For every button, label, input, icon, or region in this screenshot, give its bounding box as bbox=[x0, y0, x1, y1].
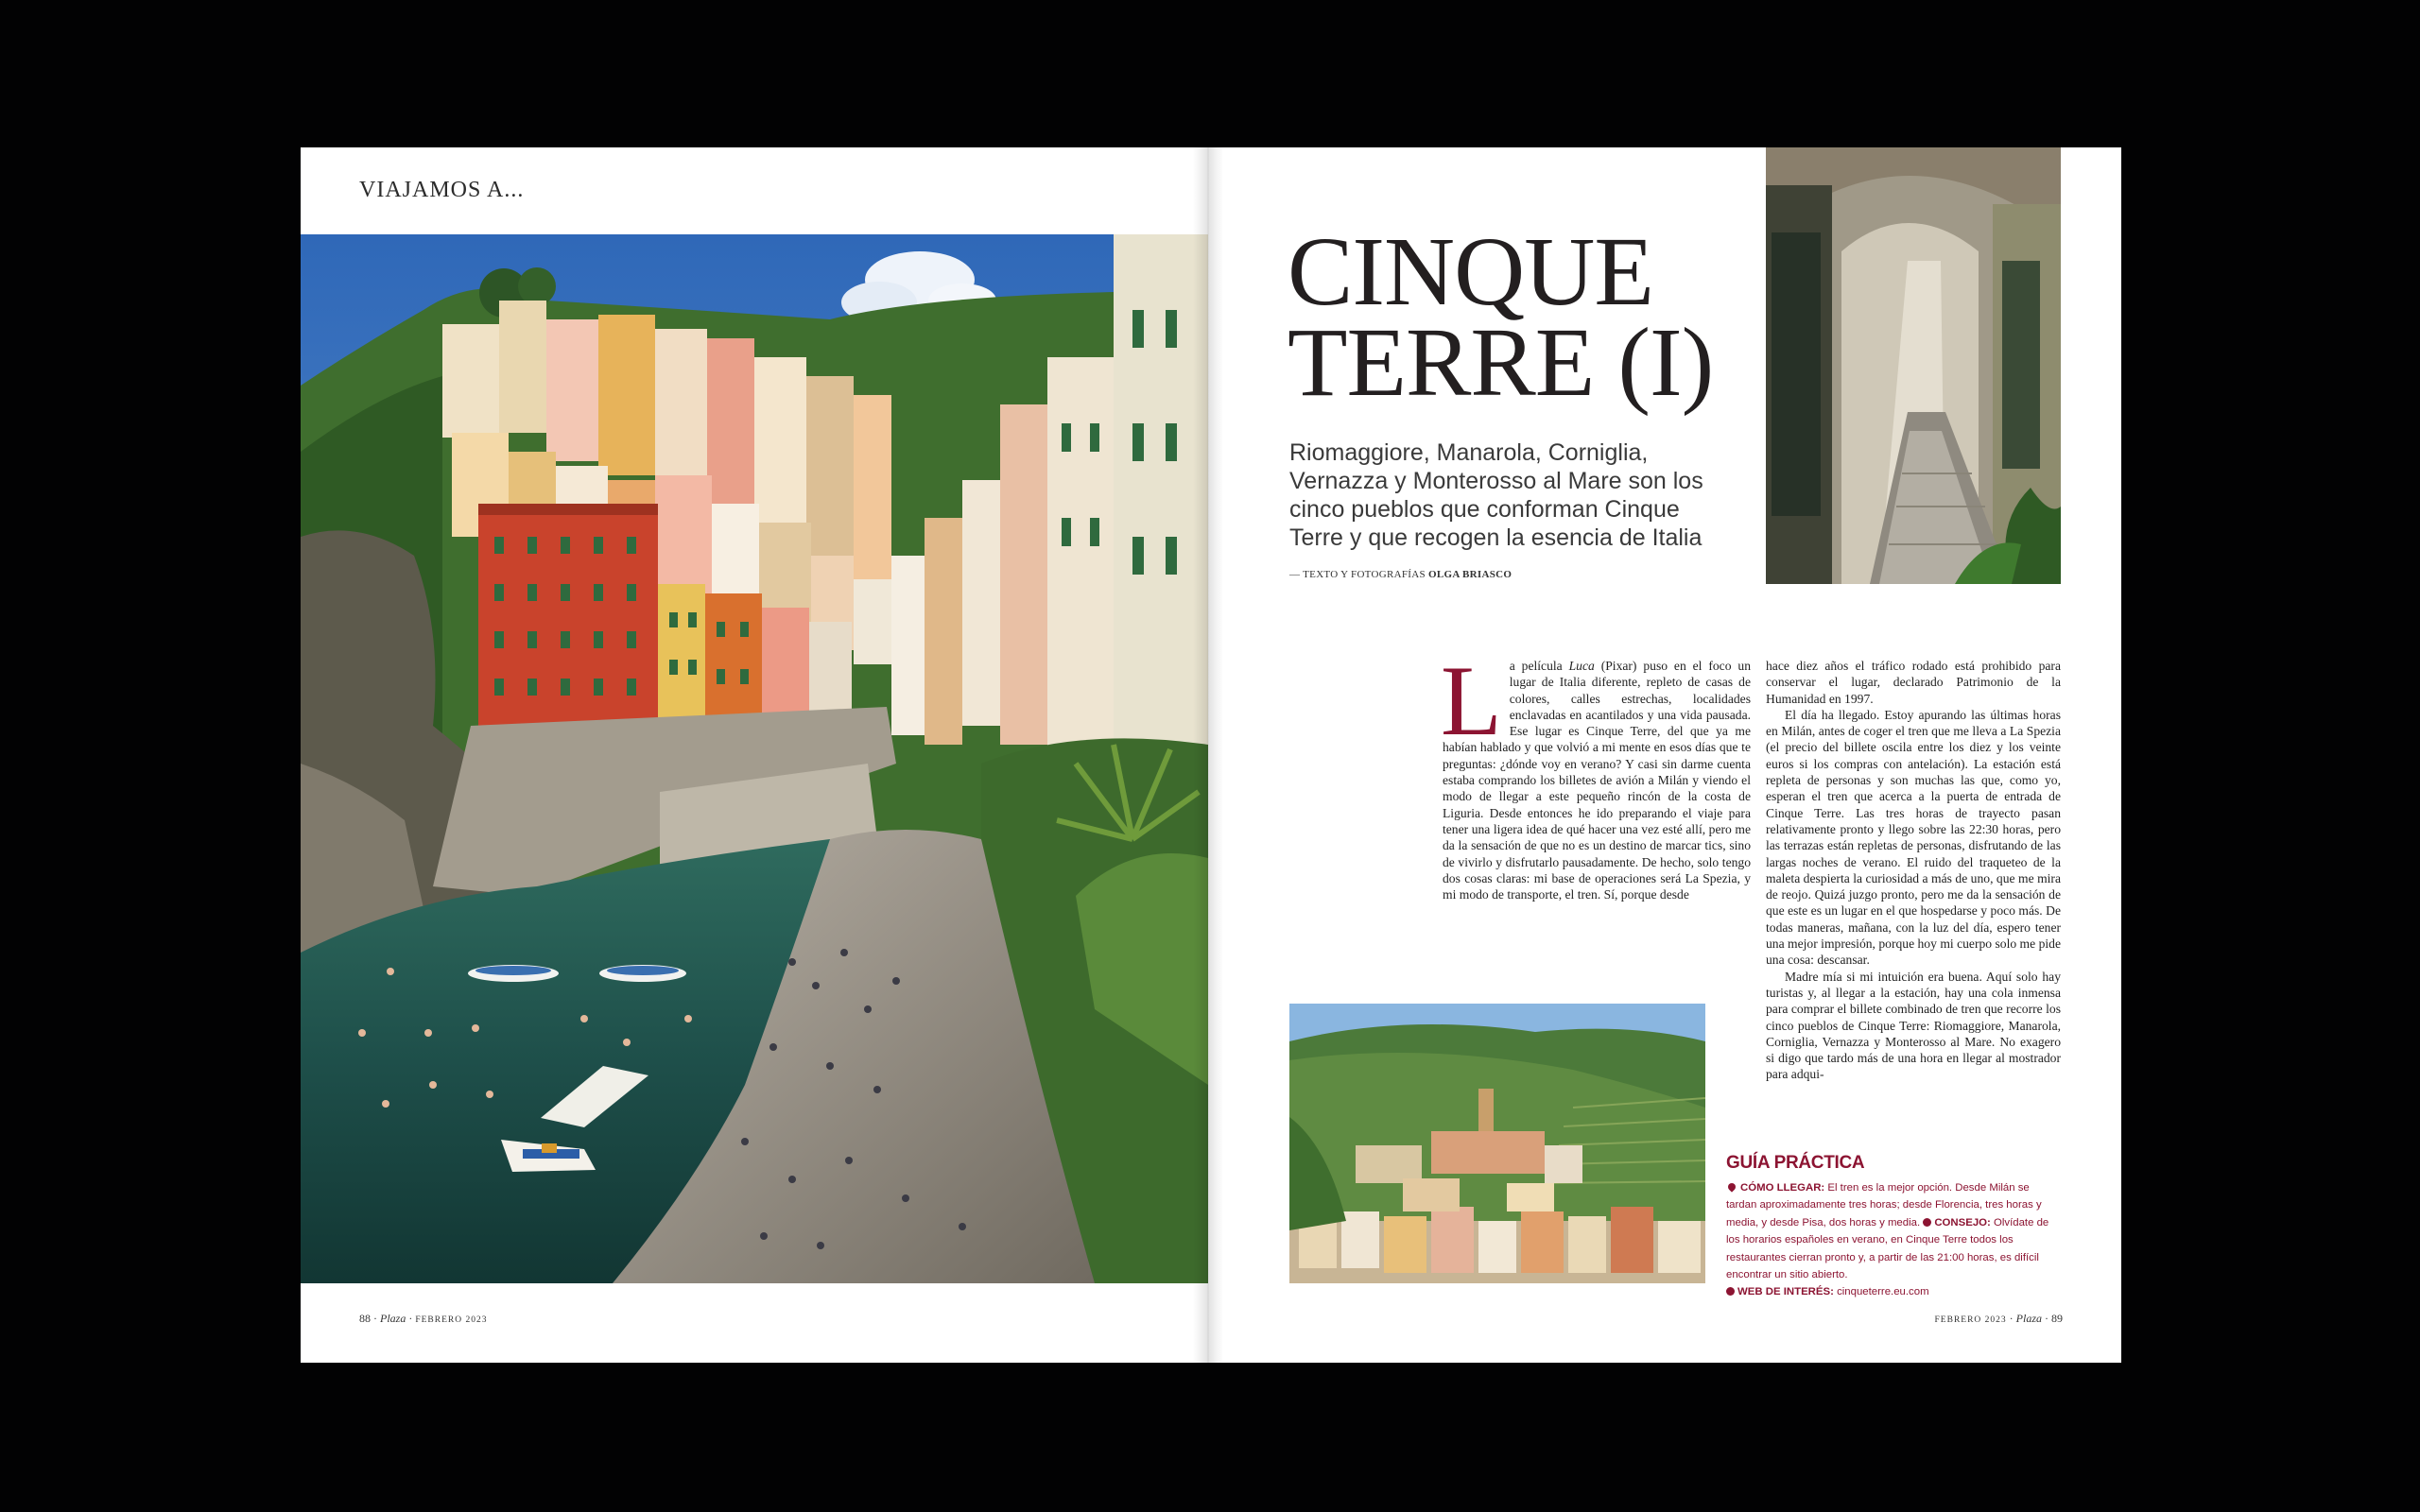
guide-consejo-text: Olvídate de los horarios españoles en verano, en Cinque Terre todos los restaurantes cierran pronto y, a partir de las 21:00 horas, es difícil encontrar un sitio abierto. bbox=[1726, 1216, 2049, 1281]
article-subtitle: Riomaggiore, Manarola, Corniglia, Vernazza y Monterosso al Mare son los cinco pueblos que conforman Cinque Terre y que recogen la esencia de Italia bbox=[1289, 439, 1703, 551]
body-col2-paragraph-3: Madre mía si mi intuición era buena. Aquí solo hay turistas y, al llegar a la estación, hay una cola inmensa para comprar el billete combinado de tren que recorre los cinco pueblos de Cinque Terre: Riomaggiore, Manarola, Corniglia, Vernazza y Monterosso al Mare. No exagero si digo que tardo más de una hora en llegar al mostrador para adqui- bbox=[1766, 969, 2061, 1082]
guide-web-label: WEB DE INTERÉS: bbox=[1737, 1286, 1834, 1298]
hero-photo-riomaggiore bbox=[301, 234, 1208, 1283]
folio-left: 88 · Plaza · FEBRERO 2023 bbox=[359, 1312, 488, 1325]
folio-date: FEBRERO 2023 bbox=[1934, 1315, 2007, 1325]
guide-como-label: CÓMO LLEGAR: bbox=[1740, 1182, 1825, 1194]
bullet-dot-icon bbox=[1726, 1287, 1735, 1296]
guide-body bbox=[1726, 1179, 2061, 1301]
guide-como-text: El tren es la mejor opción. Desde Milán se tardan aproximadamente tres horas; desde Florencia, tres horas y media, y desde Pisa, dos horas y media. bbox=[1726, 1182, 2042, 1228]
right-page bbox=[1208, 147, 2121, 1363]
guide-title: GUÍA PRÁCTICA bbox=[1726, 1153, 1865, 1173]
article-title-line-2: TERRE (I) bbox=[1288, 308, 1714, 417]
vernazza-village-photo bbox=[1289, 1004, 1705, 1283]
guide-consejo-label: CONSEJO: bbox=[1934, 1216, 1991, 1228]
body-col1-text: (Pixar) puso en el foco un lugar de Italia diferente, repleto de casas de colores, calles estrechas, localidades enclavadas en acantilados y una vida pausada. Ese lugar es Cinque Terre, del que ya me habían hablado y que volvió a mi mente en esos días que te preguntas: ¿dónde voy en verano? Y casi sin darme cuenta estaba comprando los billetes de avión a Milán y viendo el modo de llegar a este pequeño rincón de la costa de Liguria. Desde entonces he ido preparando el viaje para tener una ligera idea de qué hacer una vez esté allí, pero me da la sensación de que no es un destino de marcar tics, sino de vivirlo y disfrutarlo pausadamente. De hecho, solo tengo dos cosas claras: mi base de operaciones será La Spezia, y mi modo de transporte, el tren. Sí, porque desde bbox=[1443, 659, 1751, 902]
alley-photo bbox=[1766, 147, 2061, 584]
bullet-dot-icon bbox=[1923, 1218, 1931, 1227]
body-column-1 bbox=[1441, 645, 1751, 902]
body-intro: a película bbox=[1509, 659, 1563, 673]
folio-date: FEBRERO 2023 bbox=[415, 1315, 488, 1325]
folio-page-number: 88 bbox=[359, 1312, 371, 1325]
folio-magazine: Plaza bbox=[2015, 1312, 2042, 1325]
body-col2-paragraph-2: El día ha llegado. Estoy apurando las últimas horas en Milán, antes de coger el tren que me lleva a La Spezia (el precio del billete oscila entre los diez y los veinte euros si los compras con antelación). La estación está repleta de personas y son muchas las que, como yo, esperan el tren que acerca a la puerta de entrada de Cinque Terre. Las tres horas de trayecto pasan relativamente pronto y llego sobre las 22:30 horas, pero las terrazas están repletas de personas, disfrutando de las largas noches de verano. El ruido del traqueteo de la maleta despierta la curiosidad a más de uno, que me mira de reojo. Quizá juzgo pronto, pero me da la sensación de que este es un lugar en el que hospedarse y poco más. De todas maneras, mañana, con la luz del día, espero tener una mejor impresión, porque hoy mi cuerpo solo me pide una cosa: descansar. bbox=[1766, 707, 2061, 968]
body-column-2 bbox=[1766, 658, 2061, 1128]
folio-right: FEBRERO 2023 · Plaza · 89 bbox=[1934, 1312, 2063, 1325]
drop-cap: L bbox=[1441, 645, 1502, 756]
guide-web-link[interactable]: cinqueterre.eu.com bbox=[1837, 1286, 1929, 1298]
left-page bbox=[301, 147, 1208, 1363]
section-label: VIAJAMOS A... bbox=[359, 178, 525, 202]
folio-page-number: 89 bbox=[2051, 1312, 2063, 1325]
body-movie-title: Luca bbox=[1568, 659, 1595, 673]
credit-prefix: — TEXTO Y FOTOGRAFÍAS bbox=[1289, 569, 1426, 580]
article-title bbox=[1288, 217, 1714, 417]
article-credit bbox=[1289, 569, 1512, 580]
location-pin-icon bbox=[1726, 1181, 1737, 1192]
credit-author: OLGA BRIASCO bbox=[1427, 569, 1512, 580]
body-col2-paragraph-1: hace diez años el tráfico rodado está prohibido para conservar el lugar, declarado Patrimonio de la Humanidad en 1997. bbox=[1766, 659, 2061, 706]
practical-guide-box bbox=[1726, 1153, 2061, 1301]
article-title-line-1: CINQUE bbox=[1288, 217, 1653, 326]
folio-magazine: Plaza bbox=[380, 1312, 406, 1325]
